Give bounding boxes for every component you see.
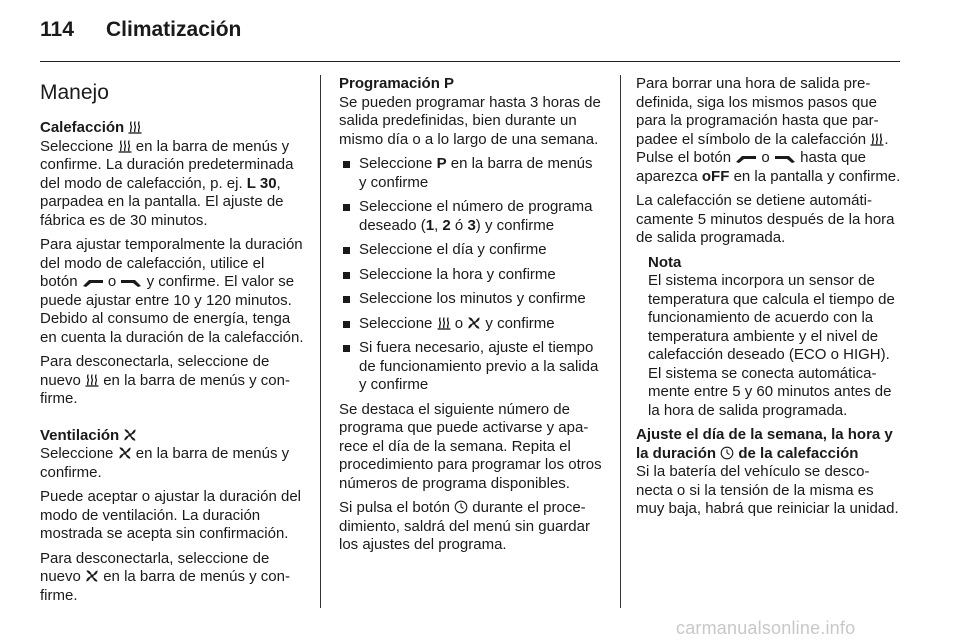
heating-icon [437,316,451,330]
page-number: 114 [40,18,74,41]
ventilation-icon [467,316,481,330]
column-1 [40,75,305,611]
list-item: Si fuera necesario, ajuste el tiempo de funcionamiento previo a la salida y confirme [339,339,604,395]
paragraph: Si pulsa el botón durante el procedimiento, saldrá del menú sin guardar los ajustes del programa. [339,499,590,553]
subheading-ajuste: Ajuste el día de la semana, la hora y la duración de la calefacción [636,426,893,462]
subheading-ventilacion: Ventilación [40,427,305,446]
rotary-right-icon [774,154,796,164]
section-heading: Manejo [40,81,109,104]
paragraph: Para borrar una hora de salida predefinida, siga los mismos pasos que para la programación hasta que parpadee el símbolo de la calefacción . Pulse el botón o hasta que aparezca oFF en la pantalla y confirme. [636,75,901,185]
note-title: Nota [648,253,682,271]
ventilation-icon [123,428,137,442]
list-item: Seleccione P en la barra de menús y confirme [339,155,604,192]
paragraph: Para desconectarla, seleccione de nuevo en la barra de menús y confirme. [40,549,290,604]
column-divider [320,75,321,608]
column-2 [339,75,604,561]
heating-icon [118,139,132,153]
steps-list [339,155,604,395]
paragraph: Si la batería del vehículo se desconecta o si la tensión de la misma es muy baja, habrá que reiniciar la unidad. [636,463,899,517]
heating-icon [870,132,884,146]
watermark: carmanualsonline.info [676,618,856,638]
clock-icon [720,446,734,460]
page-title: Climatización [106,18,242,41]
column-3 [636,75,901,525]
rotary-left-icon [82,278,104,288]
paragraph: Puede aceptar o ajustar la duración del modo de ventilación. La duración mostrada se acepta sin confirmación. [40,488,302,542]
clock-icon [454,500,468,514]
paragraph: Se destaca el siguiente número de programa que puede activarse y aparece el día de la semana. Repita el procedimiento para programar los otros números de programa disponibles. [339,400,602,492]
paragraph: Seleccione en la barra de menús y confirme. La duración predeterminada del modo de calefacción, p. ej. L 30, parpadea en la pantalla. El ajuste de fábrica es de 30 minutos. [40,137,294,229]
paragraph: Para ajustar temporalmente la duración del modo de calefacción, utilice el botón o y confirme. El valor se puede ajustar entre 10 y 120 minutos. Debido al consumo de energía, tenga en cuenta la duración de la calefacción. [40,236,304,346]
list-item: Seleccione el día y confirme [339,241,604,260]
page-header [40,18,241,42]
ventilation-icon [118,446,132,460]
subheading-programacion: Programación P [339,75,455,92]
note-box [636,254,901,421]
subheading-calefaccion: Calefacción [40,119,305,138]
note-text: El sistema incorpora un sensor de temperatura que calcula el tiempo de funcionamiento de acuerdo con la temperatura ambiente y el nivel de calefacción deseado (ECO o HIGH). El sistema se conecta automáticamente entre 5 y 60 minutos antes de la hora de salida programada. [648,272,895,419]
paragraph: La calefacción se detiene automáticamente 5 minutos después de la hora de salida programada. [636,192,895,246]
rotary-right-icon [120,278,142,288]
list-item: Seleccione o y confirme [339,315,604,334]
rotary-left-icon [735,154,757,164]
paragraph: Para desconectarla, seleccione de nuevo en la barra de menús y confirme. [40,353,290,407]
column-divider [620,75,621,608]
list-item: Seleccione los minutos y confirme [339,290,604,309]
list-item: Seleccione el número de programa deseado (1, 2 ó 3) y confirme [339,198,604,235]
heating-icon [128,120,142,134]
paragraph: Se pueden programar hasta 3 horas de salida predefinidas, bien durante un mismo día o a lo largo de una semana. [339,93,601,148]
heating-icon [85,373,99,387]
header-rule [40,61,900,62]
ventilation-icon [85,569,99,583]
list-item: Seleccione la hora y confirme [339,266,604,285]
paragraph: Seleccione en la barra de menús y confirme. [40,445,290,481]
